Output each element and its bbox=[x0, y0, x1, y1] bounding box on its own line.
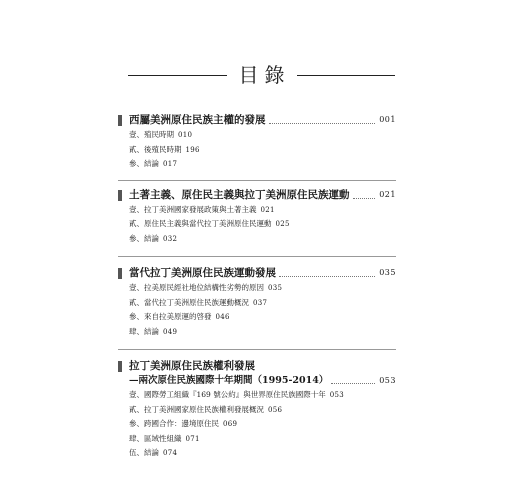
item-page-number: 037 bbox=[253, 298, 268, 307]
toc-item[interactable] bbox=[129, 388, 396, 403]
toc-item[interactable] bbox=[129, 157, 396, 172]
toc-item[interactable] bbox=[129, 281, 396, 296]
chapter-heading[interactable] bbox=[118, 265, 396, 281]
item-label: 貳、當代拉丁美洲原住民族運動概況 bbox=[129, 297, 249, 307]
chapter-subtitle: —兩次原住民族國際十年期間（1995-2014） bbox=[129, 375, 329, 386]
chapter-heading[interactable] bbox=[118, 112, 396, 128]
toc-item[interactable] bbox=[129, 217, 396, 232]
item-label: 肆、區域性組織 bbox=[129, 433, 182, 443]
toc-item[interactable] bbox=[129, 128, 396, 143]
toc-item[interactable] bbox=[129, 203, 396, 218]
chapter-title: 當代拉丁美洲原住民族運動發展 bbox=[129, 267, 276, 279]
chapter-page-number: 035 bbox=[379, 268, 396, 277]
item-page-number: 074 bbox=[163, 449, 178, 457]
toc-section bbox=[118, 349, 396, 461]
toc-item[interactable] bbox=[129, 403, 396, 418]
toc-section bbox=[118, 108, 396, 180]
chapter-page-number: 001 bbox=[379, 115, 396, 124]
toc-section bbox=[118, 180, 396, 257]
item-label: 參、跨國合作：邊境原住民 bbox=[129, 419, 219, 428]
item-label: 伍、結論 bbox=[129, 448, 159, 457]
chapter-subtitle-row[interactable] bbox=[118, 374, 396, 388]
item-page-number: 025 bbox=[275, 220, 290, 228]
dot-leader bbox=[331, 383, 375, 384]
toc-item[interactable] bbox=[129, 143, 396, 158]
page-title: 目錄 bbox=[238, 63, 291, 87]
toc-title-row bbox=[128, 63, 395, 87]
item-page-number: 046 bbox=[215, 313, 230, 321]
item-label: 肆、結論 bbox=[129, 326, 159, 336]
item-page-number: 017 bbox=[163, 160, 178, 168]
chapter-heading[interactable] bbox=[118, 358, 396, 374]
item-page-number: 021 bbox=[260, 205, 275, 214]
dot-leader bbox=[279, 276, 375, 277]
item-page-number: 053 bbox=[329, 391, 344, 399]
item-label: 壹、拉美原民經社地位結構性劣勢的原因 bbox=[129, 283, 264, 292]
chapter-page-number: 053 bbox=[379, 376, 396, 385]
item-label: 壹、拉丁美洲國家發展政策與土著主義 bbox=[129, 204, 257, 214]
item-page-number: 056 bbox=[268, 405, 283, 414]
title-rule-left bbox=[128, 75, 227, 76]
item-page-number: 032 bbox=[163, 234, 178, 243]
toc-item[interactable] bbox=[129, 432, 396, 447]
dot-leader bbox=[269, 123, 376, 124]
item-label: 壹、殖民時期 bbox=[129, 130, 174, 139]
item-page-number: 035 bbox=[268, 284, 283, 292]
item-label: 參、結論 bbox=[129, 233, 159, 243]
item-page-number: 196 bbox=[185, 145, 200, 154]
item-page-number: 010 bbox=[178, 131, 193, 139]
item-label: 參、來自拉美原運的啓發 bbox=[129, 312, 212, 321]
chapter-page-number: 021 bbox=[379, 189, 396, 199]
chapter-title: 土著主義、原住民主義與拉丁美洲原住民族運動 bbox=[129, 188, 350, 201]
chapter-heading[interactable] bbox=[118, 187, 396, 203]
toc-item[interactable] bbox=[129, 446, 396, 461]
toc-section bbox=[118, 256, 396, 349]
item-label: 貳、拉丁美洲國家原住民族權利發展概況 bbox=[129, 404, 264, 414]
item-page-number: 069 bbox=[223, 420, 238, 428]
item-page-number: 071 bbox=[185, 434, 200, 443]
dot-leader bbox=[353, 198, 376, 199]
chapter-title: 拉丁美洲原住民族權利發展 bbox=[129, 360, 255, 372]
item-label: 貳、後殖民時期 bbox=[129, 144, 182, 154]
item-label: 貳、原住民主義與當代拉丁美洲原住民運動 bbox=[129, 219, 272, 228]
item-page-number: 049 bbox=[163, 327, 178, 336]
toc-list bbox=[118, 108, 396, 461]
toc-item[interactable] bbox=[129, 310, 396, 325]
title-rule-right bbox=[297, 75, 396, 76]
toc-item[interactable] bbox=[129, 417, 396, 432]
item-label: 壹、國際勞工組織『169 號公約』與世界原住民族國際十年 bbox=[129, 390, 326, 399]
toc-item[interactable] bbox=[129, 232, 396, 247]
toc-item[interactable] bbox=[129, 296, 396, 311]
chapter-title: 西屬美洲原住民族主權的發展 bbox=[129, 114, 266, 126]
item-label: 參、結論 bbox=[129, 159, 159, 168]
toc-item[interactable] bbox=[129, 325, 396, 340]
